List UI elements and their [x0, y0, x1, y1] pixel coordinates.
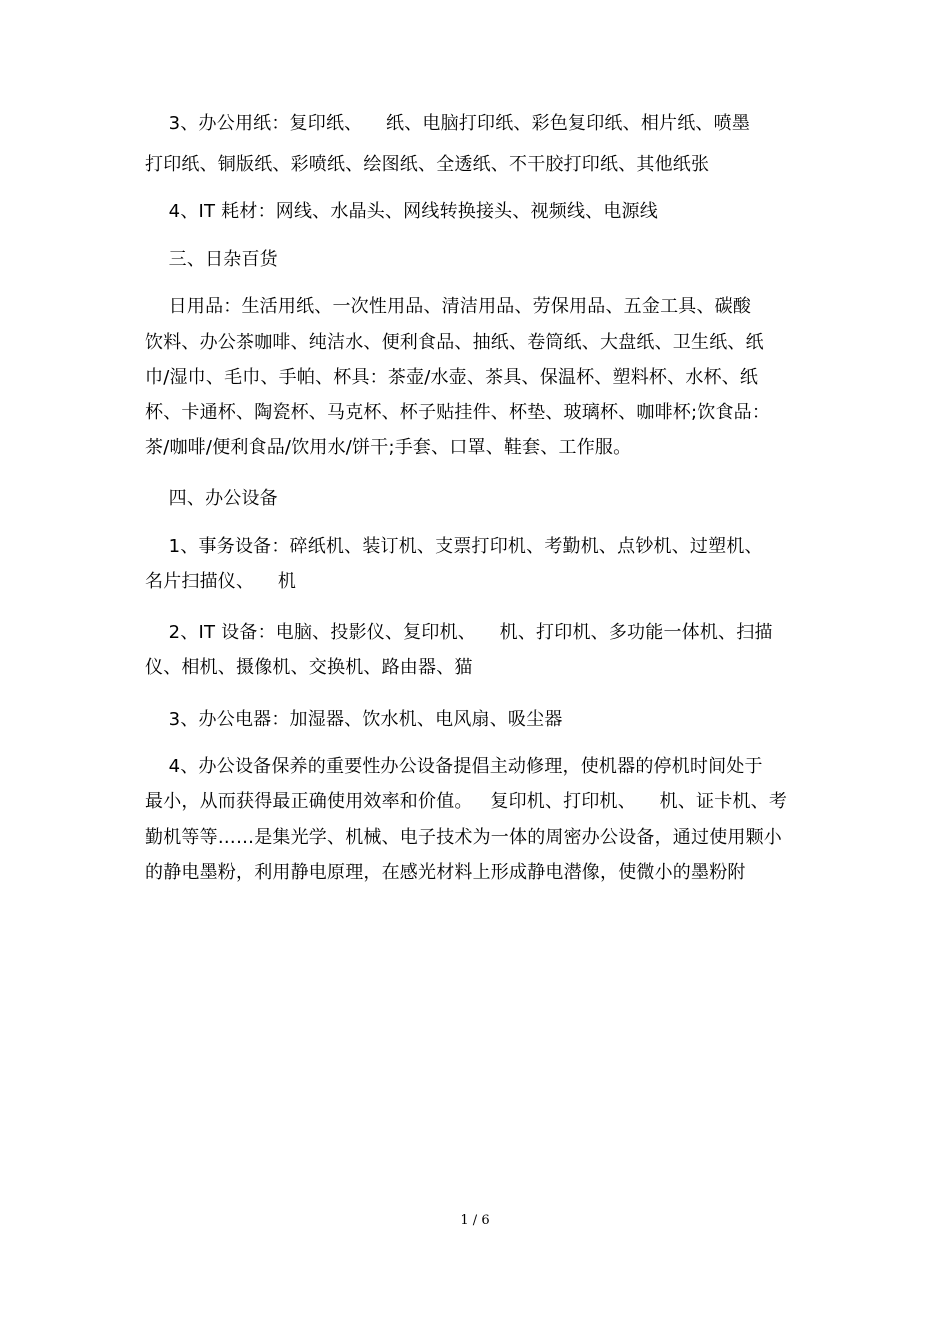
text-line: 4、办公设备保养的重要性办公设备提倡主动修理，使机器的停机时间处于 [145, 756, 763, 777]
text-line: 4、IT 耗材：网线、水晶头、网线转换接头、视频线、电源线 [145, 201, 658, 222]
text-line: 3、办公用纸：复印纸、 纸、电脑打印纸、彩色复印纸、相片纸、喷墨 [145, 113, 751, 134]
text-line: 的静电墨粉，利用静电原理，在感光材料上形成静电潜像，使微小的墨粉附 [145, 862, 746, 883]
text-line: 茶/咖啡/便利食品/饮用水/饼干;手套、口罩、鞋套、工作服。 [145, 437, 632, 458]
section-heading: 四、办公设备 [145, 488, 278, 509]
text-line: 杯、卡通杯、陶瓷杯、马克杯、杯子贴挂件、杯垫、玻璃杯、咖啡杯;饮食品： [145, 402, 771, 423]
text-line: 打印纸、铜版纸、彩喷纸、绘图纸、全透纸、不干胶打印纸、其他纸张 [145, 154, 710, 175]
page-number: 1 / 6 [460, 1213, 490, 1228]
text-line: 1、事务设备：碎纸机、装订机、支票打印机、考勤机、点钞机、过塑机、 [145, 536, 763, 557]
text-line: 最小，从而获得最正确使用效率和价值。 复印机、打印机、 机、证卡机、考 [145, 791, 788, 812]
text-line: 饮料、办公茶咖啡、纯洁水、便利食品、抽纸、卷筒纸、大盘纸、卫生纸、纸 [145, 332, 764, 353]
text-line: 2、IT 设备：电脑、投影仪、复印机、 机、打印机、多功能一体机、扫描 [145, 622, 773, 643]
section-heading: 三、日杂百货 [145, 249, 278, 270]
text-line: 巾/湿巾、毛巾、手帕、杯具：茶壶/水壶、茶具、保温杯、塑料杯、水杯、纸 [145, 367, 759, 388]
text-line: 日用品：生活用纸、一次性用品、清洁用品、劳保用品、五金工具、碳酸 [145, 296, 752, 317]
text-line: 3、办公电器：加湿器、饮水机、电风扇、吸尘器 [145, 709, 563, 730]
text-line: 名片扫描仪、 机 [145, 571, 297, 592]
text-line: 仪、相机、摄像机、交换机、路由器、猫 [145, 657, 473, 678]
text-line: 勤机等等……是集光学、机械、电子技术为一体的周密办公设备，通过使用颗小 [145, 827, 782, 848]
